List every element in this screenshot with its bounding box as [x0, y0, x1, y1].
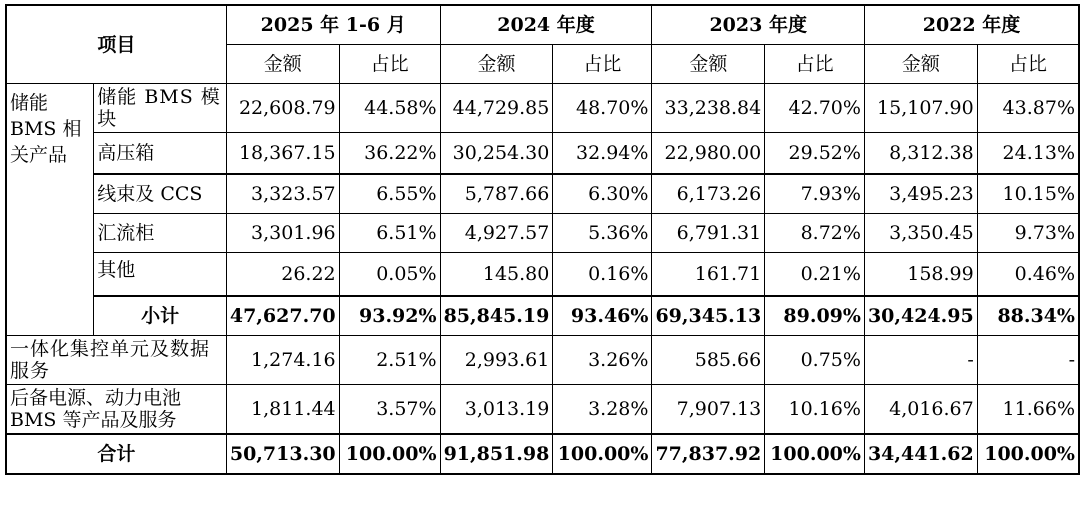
ratio-cell: 0.21% — [765, 253, 865, 297]
ratio-cell: 44.58% — [339, 84, 440, 133]
amount-cell: 22,980.00 — [652, 133, 765, 175]
ratio-cell: 43.87% — [977, 84, 1079, 133]
ratio-cell: 5.36% — [553, 214, 652, 253]
ratio-cell: 3.26% — [553, 336, 652, 385]
amount-cell: 33,238.84 — [652, 84, 765, 133]
ratio-cell: 48.70% — [553, 84, 652, 133]
amount-cell: 3,323.57 — [226, 174, 339, 214]
amount-cell: 30,424.95 — [864, 296, 977, 336]
amount-header: 金额 — [440, 45, 553, 84]
ratio-cell: 36.22% — [339, 133, 440, 175]
amount-header: 金额 — [864, 45, 977, 84]
ratio-cell: 2.51% — [339, 336, 440, 385]
ratio-cell: 0.05% — [339, 253, 440, 297]
row-label: 线束及 CCS — [94, 174, 227, 214]
table-row — [6, 253, 1079, 297]
amount-cell: 145.80 — [440, 253, 553, 297]
amount-cell: 44,729.85 — [440, 84, 553, 133]
ratio-cell: 7.93% — [765, 174, 865, 214]
ratio-cell: 8.72% — [765, 214, 865, 253]
amount-cell: 50,713.30 — [226, 434, 339, 474]
amount-cell: 3,495.23 — [864, 174, 977, 214]
header-row-periods — [6, 5, 1079, 45]
amount-cell: 5,787.66 — [440, 174, 553, 214]
table-row — [6, 84, 1079, 133]
amount-cell: 3,350.45 — [864, 214, 977, 253]
row-label: 后备电源、动力电池 BMS 等产品及服务 — [6, 385, 226, 435]
amount-cell: 15,107.90 — [864, 84, 977, 133]
table-row — [6, 385, 1079, 435]
item-header: 项目 — [6, 5, 226, 84]
ratio-header: 占比 — [977, 45, 1079, 84]
period-header: 2025 年 1-6 月 — [226, 5, 440, 45]
ratio-cell: 0.16% — [553, 253, 652, 297]
period-header: 2023 年度 — [652, 5, 865, 45]
row-label: 高压箱 — [94, 133, 227, 175]
table-row — [6, 214, 1079, 253]
row-label: 其他 — [94, 253, 227, 297]
ratio-cell: 6.30% — [553, 174, 652, 214]
amount-cell: 158.99 — [864, 253, 977, 297]
ratio-cell: 100.00% — [339, 434, 440, 474]
ratio-cell: 3.57% — [339, 385, 440, 435]
table-row — [6, 174, 1079, 214]
period-header: 2024 年度 — [440, 5, 652, 45]
ratio-cell: 3.28% — [553, 385, 652, 435]
amount-cell: 85,845.19 — [440, 296, 553, 336]
ratio-cell: 93.46% — [553, 296, 652, 336]
ratio-cell: 93.92% — [339, 296, 440, 336]
ratio-cell: 0.46% — [977, 253, 1079, 297]
amount-cell: 161.71 — [652, 253, 765, 297]
total-row — [6, 434, 1079, 474]
subtotal-label: 小计 — [94, 296, 227, 336]
ratio-cell: 10.15% — [977, 174, 1079, 214]
table-row — [6, 336, 1079, 385]
amount-header: 金额 — [226, 45, 339, 84]
ratio-cell: 42.70% — [765, 84, 865, 133]
ratio-cell: 6.51% — [339, 214, 440, 253]
ratio-cell: 10.16% — [765, 385, 865, 435]
revenue-table-container — [5, 4, 1080, 475]
period-header: 2022 年度 — [864, 5, 1079, 45]
amount-cell: 4,927.57 — [440, 214, 553, 253]
amount-cell: 26.22 — [226, 253, 339, 297]
subtotal-row — [6, 296, 1079, 336]
amount-cell: 3,301.96 — [226, 214, 339, 253]
group-label: 储能 BMS 相关产品 — [6, 84, 94, 336]
amount-cell: 77,837.92 — [652, 434, 765, 474]
amount-cell: 30,254.30 — [440, 133, 553, 175]
revenue-breakdown-table — [5, 4, 1080, 475]
amount-cell: 22,608.79 — [226, 84, 339, 133]
amount-cell: 3,013.19 — [440, 385, 553, 435]
amount-cell: 34,441.62 — [864, 434, 977, 474]
row-label: 一体化集控单元及数据服务 — [6, 336, 226, 385]
amount-cell: 91,851.98 — [440, 434, 553, 474]
amount-cell: 2,993.61 — [440, 336, 553, 385]
amount-header: 金额 — [652, 45, 765, 84]
amount-cell: 1,811.44 — [226, 385, 339, 435]
amount-cell: 4,016.67 — [864, 385, 977, 435]
row-label: 储能 BMS 模块 — [94, 84, 227, 133]
amount-cell: 69,345.13 — [652, 296, 765, 336]
ratio-cell: 9.73% — [977, 214, 1079, 253]
amount-cell: 6,173.26 — [652, 174, 765, 214]
ratio-cell: 100.00% — [977, 434, 1079, 474]
ratio-header: 占比 — [553, 45, 652, 84]
amount-cell: 585.66 — [652, 336, 765, 385]
ratio-cell: 0.75% — [765, 336, 865, 385]
ratio-cell: 6.55% — [339, 174, 440, 214]
ratio-cell: 11.66% — [977, 385, 1079, 435]
total-label: 合计 — [6, 434, 226, 474]
row-label: 汇流柜 — [94, 214, 227, 253]
ratio-header: 占比 — [765, 45, 865, 84]
amount-cell: 8,312.38 — [864, 133, 977, 175]
ratio-cell: 100.00% — [553, 434, 652, 474]
ratio-cell: 88.34% — [977, 296, 1079, 336]
amount-cell: 6,791.31 — [652, 214, 765, 253]
amount-cell: - — [864, 336, 977, 385]
ratio-header: 占比 — [339, 45, 440, 84]
amount-cell: 1,274.16 — [226, 336, 339, 385]
ratio-cell: 89.09% — [765, 296, 865, 336]
ratio-cell: 32.94% — [553, 133, 652, 175]
amount-cell: 18,367.15 — [226, 133, 339, 175]
ratio-cell: 24.13% — [977, 133, 1079, 175]
amount-cell: 7,907.13 — [652, 385, 765, 435]
ratio-cell: 100.00% — [765, 434, 865, 474]
ratio-cell: - — [977, 336, 1079, 385]
table-row — [6, 133, 1079, 175]
amount-cell: 47,627.70 — [226, 296, 339, 336]
ratio-cell: 29.52% — [765, 133, 865, 175]
